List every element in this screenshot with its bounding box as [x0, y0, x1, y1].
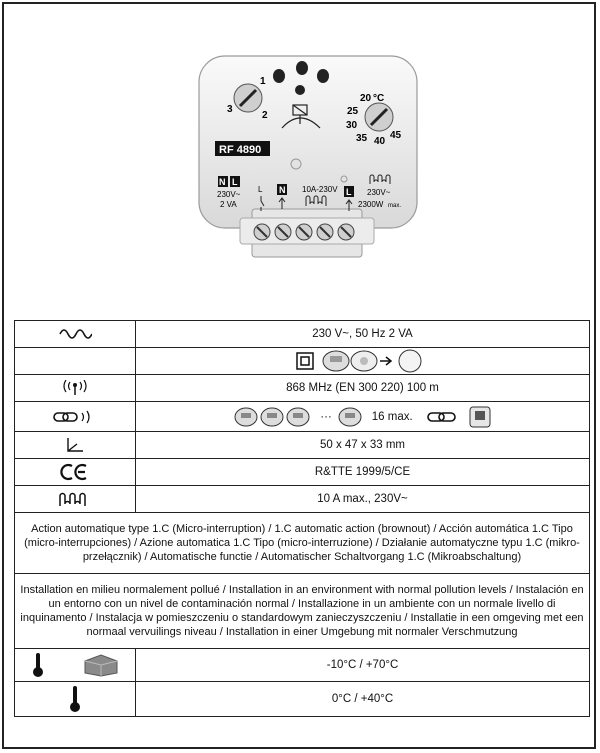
double-insulation-icon	[296, 352, 314, 370]
chain-link-icon	[53, 410, 97, 424]
load-voltage: 230V~	[367, 188, 391, 197]
supply-icon-cell	[15, 321, 136, 348]
load-max: max.	[388, 203, 402, 209]
supply-voltage: 230V~	[217, 190, 241, 199]
dial-label-1: 1	[260, 76, 266, 87]
ce-mark-icon	[60, 463, 90, 481]
ce-value: R&TTE 1999/5/CE	[136, 459, 590, 486]
supply-value: 230 V~, 50 Hz 2 VA	[136, 321, 590, 348]
supply-L: L	[232, 177, 238, 187]
row-installation	[15, 574, 590, 649]
dial-label-2: 2	[262, 110, 268, 121]
row-storage-temp	[15, 649, 590, 682]
temp-unit: °C	[373, 93, 385, 104]
thermometer-icon	[69, 685, 81, 713]
sine-wave-icon	[58, 327, 92, 341]
storage-box-icon	[83, 653, 119, 677]
dimensions-value: 50 x 47 x 33 mm	[136, 432, 590, 459]
radio-antenna-icon	[60, 380, 90, 396]
row-link	[15, 402, 590, 432]
dimensions-icon	[65, 437, 85, 453]
heater-icon	[58, 491, 92, 507]
model-label: RF 4890	[219, 144, 262, 156]
temperature-dial	[365, 103, 393, 131]
storage-temp-value: -10°C / +70°C	[136, 649, 590, 682]
row-dimensions	[15, 432, 590, 459]
terminal-N: N	[279, 185, 286, 195]
chain-icon	[427, 410, 463, 424]
link-max: 16 max.	[371, 410, 413, 423]
row-action	[15, 513, 590, 574]
output-value: 10 A max., 230V~	[136, 486, 590, 513]
dial-label-3: 3	[227, 104, 233, 115]
operating-temp-value: 0°C / +40°C	[136, 682, 590, 717]
device-illustration	[4, 4, 594, 309]
load-watts: 2300W	[358, 200, 384, 209]
row-ce	[15, 459, 590, 486]
row-supply	[15, 321, 590, 348]
temp-25: 25	[347, 106, 359, 117]
receiver-modules-icon	[234, 406, 314, 428]
row-operating-temp	[15, 682, 590, 717]
link-dots: ···	[320, 410, 332, 423]
device-drawing	[4, 4, 594, 309]
temp-40: 40	[374, 136, 386, 147]
temp-20: 20	[360, 93, 372, 104]
contact-rating: 10A-230V	[302, 185, 338, 194]
temp-30: 30	[346, 120, 358, 131]
channel-dial	[234, 84, 262, 112]
remote-control-icon	[469, 406, 491, 428]
temp-35: 35	[356, 133, 368, 144]
flush-mount-icon	[320, 349, 430, 373]
switch-L: L	[258, 185, 263, 194]
rf-value: 868 MHz (EN 300 220) 100 m	[136, 375, 590, 402]
temp-45: 45	[390, 130, 402, 141]
document-frame	[2, 2, 596, 749]
terminal-L: L	[346, 187, 352, 197]
row-class	[15, 348, 590, 375]
receiver-module-icon	[338, 406, 362, 428]
row-output	[15, 486, 590, 513]
installation-text: Installation en milieu normalement pollué / Installation in an environment with normal pollution levels / Instalación en un entorno con un nivel de contaminación normal / Installazione in un ambiente con un normale livello di inquinamento / Instalacja w pomieszczeniu o standardowym zanieczyszczeniu / Installatie in een omgeving met een normaal vervuilings niveau / Installation in einer Umgebung mit normaler Verschmutzung	[15, 574, 590, 649]
supply-N: N	[219, 177, 226, 187]
thermometer-icon	[32, 652, 44, 678]
action-text: Action automatique type 1.C (Micro-interruption) / 1.C automatic action (brownout) / Acción automática 1.C Tipo (micro-interrupciones) / Azione automatica 1.C Tipo (micro-interruzione) / Działanie automatyczne typu 1.C (mikro-przełącznik) / Automatische functie / Automatischer Schaltvorgang 1.C (Mikroabschaltung)	[15, 513, 590, 574]
spec-table	[14, 320, 590, 717]
row-radio	[15, 375, 590, 402]
supply-power: 2 VA	[220, 200, 237, 209]
